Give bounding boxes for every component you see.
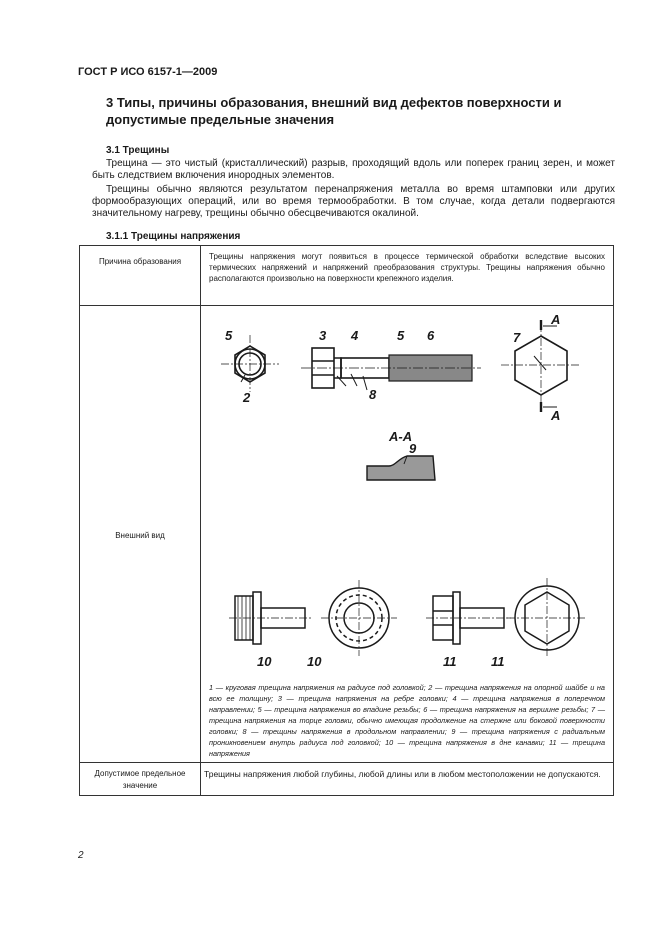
defect-table <box>79 245 614 796</box>
view-label-cell <box>80 306 201 763</box>
flange-bolt-end-view <box>321 580 397 656</box>
bolt-side-view <box>301 348 481 390</box>
table-row-appearance <box>80 306 614 763</box>
label-2: 2 <box>243 390 251 405</box>
label-10b: 10 <box>307 654 322 669</box>
allow-text: Трещины напряжения любой глубины, любой длины или в любом местоположении не допускаются. <box>204 769 601 779</box>
label-9: 9 <box>409 441 417 456</box>
label-a-bottom: A <box>551 408 561 423</box>
label-4: 4 <box>351 328 359 343</box>
hex-flange-end-view <box>507 578 587 658</box>
label-10a: 10 <box>257 654 272 669</box>
figure-caption: 1 — круговая трещина напряжения на радиусе под головкой; 2 — трещина напряжения на опорной шайбе и на всю ее толщину; 3 — трещина напряжения на ребре головки; 4 — трещина напряжения в поперечном направлении; 5 — трещина напряжения во впадине резьбы; 6 — трещина напряжения на вершине резьбы; 7 — трещина напряжения на торце головки, обычно имеющая продолжение на стержне или боковой поверхности головки; 8 — трещины напряжения в продольном направлении; 9 — трещина напряжения с радиальным проникновением внутрь радиуса под головкой; 10 — трещина напряжения в дне канавки; 11 — трещина напряжения <box>209 683 605 758</box>
label-5a: 5 <box>225 328 233 343</box>
allow-label-cell <box>80 763 201 796</box>
allow-text-cell <box>201 763 614 796</box>
allow-label: Допустимое предельное значение <box>94 769 186 790</box>
fastener-cracks-figure <box>201 306 614 676</box>
paragraph-causes: Трещины обычно являются результатом перенапряжения металла во время штамповки или других формообразующих операций, или во время термообработки. В том случае, когда детали подвергаются значительному нагреву, трещины обычно обесцвечиваются окалиной. <box>92 184 615 219</box>
label-a-top: A <box>551 312 561 327</box>
label-section: A-A <box>389 429 413 444</box>
section-a-a <box>367 456 435 480</box>
cause-label: Причина образования <box>98 257 182 266</box>
flange-bolt-side-view <box>229 592 311 644</box>
subsection-title: 3.1 Трещины <box>106 145 170 156</box>
subsubsection-title: 3.1.1 Трещины напряжения <box>106 231 241 242</box>
label-7: 7 <box>513 330 521 345</box>
paragraph-definition: Трещина — это чистый (кристаллический) разрыв, проходящий вдоль или поперек границ зерен, и может быть следствием включения инородных элементов. <box>92 158 615 181</box>
view-label: Внешний вид <box>115 531 165 540</box>
label-5b: 5 <box>397 328 405 343</box>
label-8: 8 <box>369 387 377 402</box>
table-row-allowable <box>80 763 614 796</box>
label-11b: 11 <box>491 654 505 669</box>
table-row-cause <box>80 246 614 306</box>
label-6: 6 <box>427 328 435 343</box>
section-title: 3 Типы, причины образования, внешний вид дефектов поверхности и допустимые предельные значения <box>106 95 562 127</box>
label-11a: 11 <box>443 654 457 669</box>
figure-cell <box>201 306 614 763</box>
cause-text-cell <box>201 246 614 306</box>
page-number: 2 <box>78 850 84 861</box>
hex-head-top-view <box>221 335 279 392</box>
cause-text: Трещины напряжения могут появиться в процессе термической обработки вследствие высоких термических напряжений и напряжений преобразования структуры. Трещины напряжения обычно располагаются произвольно на поверхности крепежного изделия. <box>209 252 605 283</box>
standard-header: ГОСТ Р ИСО 6157-1—2009 <box>78 66 218 78</box>
cause-label-cell <box>80 246 201 306</box>
hex-flange-bolt-side-view <box>426 592 511 644</box>
label-3: 3 <box>319 328 327 343</box>
